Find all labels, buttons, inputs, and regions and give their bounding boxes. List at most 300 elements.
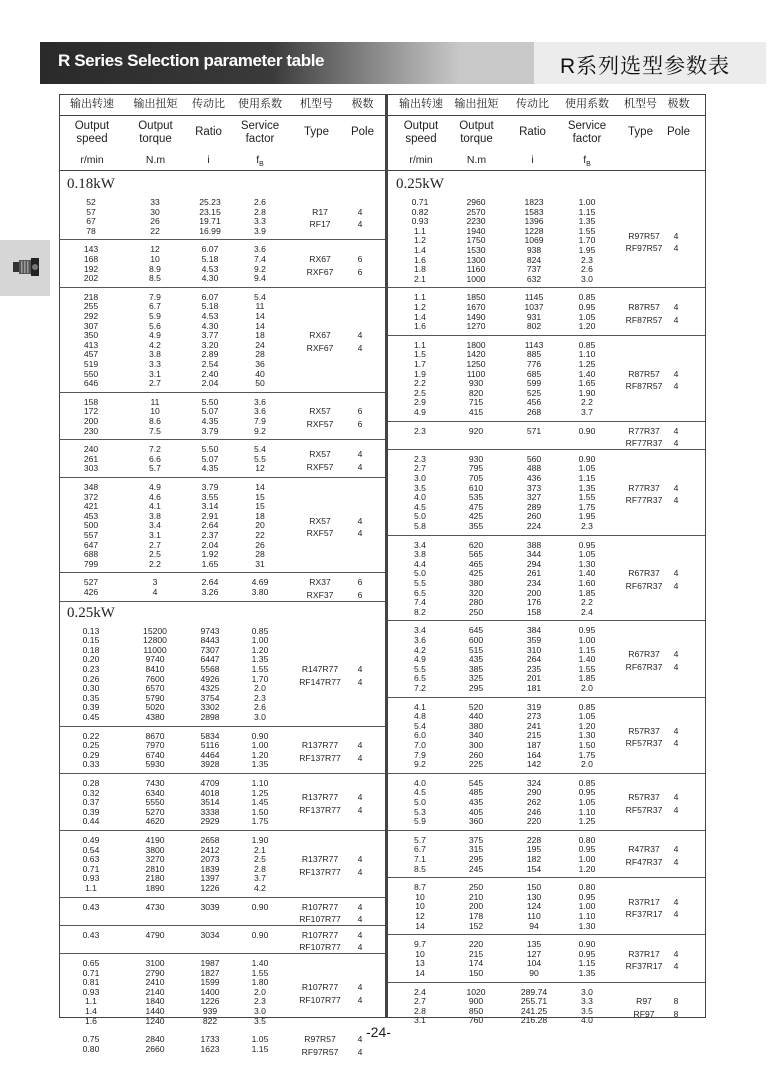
cell-sf: 1.70 [578, 235, 596, 246]
cell-ratio: 25.23 [199, 197, 221, 207]
cell-ratio: 3.55 [201, 491, 219, 502]
cell-speed: 3.0 [414, 473, 426, 483]
cell-sf: 1.75 [578, 749, 596, 760]
cell-type: RXF67 [306, 266, 334, 277]
cell-torque: 325 [468, 673, 484, 684]
cell-torque: 200 [468, 901, 484, 912]
cell-speed: 0.65 [82, 958, 100, 968]
cell-type: RX57 [309, 449, 331, 459]
cell-pole: 4 [357, 994, 363, 1005]
group-divider [388, 877, 705, 878]
cell-torque: 12 [150, 244, 160, 255]
cell-ratio: 3039 [200, 901, 220, 912]
cell-pole: 4 [357, 792, 363, 803]
cell-speed: 0.23 [82, 664, 100, 674]
cell-speed: 4.9 [414, 407, 426, 417]
cell-ratio: 1827 [200, 967, 220, 978]
cell-torque: 1800 [466, 339, 486, 350]
cell-type: R17 [312, 206, 328, 217]
cell-torque: 375 [468, 834, 484, 845]
cell-ratio: 776 [526, 359, 542, 369]
cell-sf: 5.5 [254, 453, 266, 464]
cell-speed: 688 [83, 549, 99, 560]
cell-speed: 500 [83, 520, 99, 531]
cell-pole: 6 [357, 419, 363, 429]
cell-torque: 7.5 [149, 425, 161, 436]
cell-speed: 3.4 [414, 539, 426, 550]
cell-speed: 4.5 [414, 501, 426, 512]
cell-speed: 13 [415, 958, 425, 969]
cell-torque: 5020 [145, 702, 165, 713]
cell-torque: 215 [468, 948, 484, 959]
cell-ratio: 4.53 [201, 311, 219, 321]
cell-ratio: 5834 [200, 730, 220, 741]
cell-speed: 6.5 [414, 587, 426, 598]
cell-torque: 10 [150, 254, 160, 264]
header-en: factor [245, 133, 275, 145]
cell-speed: 1.4 [414, 245, 426, 255]
cell-sf: 2.3 [254, 692, 266, 703]
cell-torque: 7.2 [149, 444, 161, 455]
cell-speed: 14 [415, 968, 425, 978]
cell-ratio: 310 [526, 644, 542, 655]
cell-ratio: 289.74 [520, 986, 548, 997]
cell-pole: 4 [357, 914, 363, 925]
cell-ratio: 632 [526, 273, 542, 284]
cell-ratio: 2.54 [201, 359, 219, 369]
header-cn: 使用系数 [238, 98, 282, 110]
cell-type: RF67R37 [625, 662, 663, 672]
cell-torque: 760 [468, 1015, 484, 1026]
cell-speed: 527 [83, 577, 99, 588]
cell-speed: 3.1 [414, 1015, 426, 1026]
header-unit: $f_B$ [583, 154, 591, 169]
cell-ratio: 384 [526, 625, 542, 636]
cell-speed: 3.5 [414, 482, 426, 493]
cell-ratio: 7307 [200, 644, 220, 655]
cell-speed: 646 [83, 378, 99, 389]
cell-torque: 8.5 [149, 273, 161, 284]
cell-torque: 4.1 [149, 501, 161, 512]
cell-ratio: 4.30 [201, 320, 219, 331]
cell-sf: 2.2 [581, 397, 593, 408]
header-en: torque [460, 133, 493, 145]
cell-pole: 4 [357, 515, 363, 526]
cell-ratio: 90 [529, 968, 539, 978]
cell-torque: 6.6 [149, 453, 161, 464]
cell-ratio: 130 [526, 891, 542, 902]
cell-torque: 1270 [466, 321, 486, 332]
cell-ratio: 187 [526, 740, 542, 750]
cell-type: R107R77 [301, 982, 339, 992]
cell-torque: 1240 [145, 1015, 165, 1026]
cell-ratio: 268 [526, 407, 542, 417]
cell-torque: 178 [468, 911, 484, 921]
cell-ratio: 4325 [200, 683, 220, 694]
cell-sf: 2.0 [254, 986, 266, 997]
cell-sf: 3.0 [581, 986, 593, 997]
header-divider [59, 170, 385, 171]
cell-torque: 425 [468, 568, 484, 579]
cell-sf: 2.8 [254, 863, 266, 874]
cell-torque: 6740 [145, 749, 165, 760]
cell-sf: 1.25 [578, 816, 596, 827]
cell-torque: 225 [468, 759, 484, 770]
cell-torque: 360 [468, 816, 484, 827]
cell-speed: 78 [86, 225, 96, 236]
cell-speed: 0.13 [82, 625, 100, 636]
cell-torque: 425 [468, 511, 484, 522]
cell-speed: 0.71 [411, 197, 429, 207]
cell-sf: 14 [255, 320, 265, 331]
cell-speed: 0.28 [82, 778, 100, 788]
group-divider [388, 421, 705, 422]
cell-torque: 3.8 [149, 349, 161, 360]
cell-ratio: 2.04 [201, 539, 219, 550]
cell-sf: 1.50 [251, 806, 269, 817]
cell-ratio: 5568 [200, 664, 220, 674]
cell-torque: 315 [468, 844, 484, 855]
banner-right-title: R系列选型参数表 [560, 55, 731, 78]
header-unit: N.m [145, 154, 166, 166]
section-title: 0.18kW [67, 176, 115, 192]
cell-speed: 0.35 [82, 692, 100, 703]
cell-sf: 2.6 [581, 264, 593, 275]
cell-torque: 2410 [145, 977, 165, 988]
cell-speed: 5.4 [414, 720, 426, 731]
cell-torque: 2230 [466, 216, 486, 227]
header-cn: 输出转速 [70, 98, 114, 110]
cell-type: R97 [636, 996, 652, 1007]
cell-speed: 9.7 [414, 939, 426, 950]
cell-torque: 340 [468, 730, 484, 741]
cell-speed: 172 [83, 406, 99, 417]
cell-torque: 9740 [145, 654, 165, 665]
cell-sf: 0.85 [578, 701, 596, 712]
cell-type: R57R37 [628, 725, 660, 736]
cell-ratio: 456 [526, 397, 542, 408]
cell-type: RF47R37 [625, 857, 663, 867]
cell-sf: 2.8 [254, 206, 266, 217]
cell-sf: 1.55 [251, 967, 269, 978]
cell-type: RF87R57 [625, 314, 663, 325]
cell-torque: 535 [468, 492, 484, 503]
cell-pole: 4 [673, 909, 679, 920]
cell-sf: 3.5 [581, 1005, 593, 1016]
cell-pole: 4 [357, 1046, 363, 1057]
cell-torque: 6340 [145, 787, 165, 798]
cell-speed: 0.49 [82, 835, 100, 845]
header-en: Pole [350, 126, 375, 138]
cell-pole: 4 [673, 662, 679, 672]
cell-pole: 4 [357, 740, 363, 751]
cell-ratio: 2898 [200, 712, 220, 722]
cell-sf: 3.6 [254, 244, 266, 255]
cell-torque: 475 [468, 501, 484, 512]
cell-ratio: 2.89 [201, 349, 219, 360]
cell-sf: 1.75 [578, 501, 596, 512]
cell-sf: 18 [255, 330, 265, 341]
cell-ratio: 2658 [200, 835, 220, 845]
cell-torque: 1000 [466, 273, 486, 284]
cell-sf: 4.69 [251, 577, 269, 588]
cell-type: RXF57 [306, 528, 334, 539]
cell-sf: 3.3 [254, 216, 266, 227]
cell-ratio: 599 [526, 378, 542, 389]
cell-torque: 12800 [143, 635, 167, 646]
cell-torque: 3270 [145, 854, 165, 865]
cell-pole: 4 [357, 676, 363, 687]
cell-ratio: 164 [526, 749, 542, 760]
cell-ratio: 4.35 [201, 463, 219, 474]
cell-sf: 1.25 [578, 359, 596, 369]
group-divider [388, 535, 705, 536]
cell-ratio: 1987 [200, 958, 220, 968]
cell-sf: 18 [255, 510, 265, 521]
cell-ratio: 5.50 [201, 396, 219, 407]
cell-pole: 4 [673, 302, 679, 312]
cell-speed: 192 [83, 263, 99, 274]
cell-sf: 1.00 [578, 854, 596, 864]
cell-sf: 1.20 [251, 644, 269, 655]
cell-ratio: 16.99 [199, 225, 221, 236]
cell-pole: 6 [357, 590, 363, 600]
cell-speed: 0.26 [82, 673, 100, 684]
cell-torque: 280 [468, 597, 484, 608]
cell-sf: 1.85 [578, 673, 596, 684]
cell-sf: 1.20 [578, 863, 596, 874]
group-divider [388, 335, 705, 336]
cell-speed: 10 [415, 901, 425, 912]
cell-sf: 1.50 [578, 740, 596, 750]
cell-pole: 4 [357, 901, 363, 912]
cell-sf: 0.80 [578, 882, 596, 893]
cell-torque: 715 [468, 397, 484, 408]
cell-torque: 260 [468, 749, 484, 760]
cell-torque: 920 [468, 425, 484, 436]
cell-pole: 4 [357, 528, 363, 539]
cell-sf: 4.2 [254, 883, 266, 893]
cell-sf: 0.80 [578, 834, 596, 845]
cell-ratio: 327 [526, 492, 542, 503]
cell-sf: 0.95 [578, 844, 596, 855]
cell-sf: 2.4 [581, 606, 593, 617]
cell-type: RF37R17 [625, 961, 663, 972]
group-divider [59, 953, 385, 954]
cell-torque: 465 [468, 558, 484, 569]
header-cn: 传动比 [192, 98, 225, 110]
cell-type: RF107R77 [299, 942, 341, 953]
cell-speed: 4.8 [414, 711, 426, 722]
cell-speed: 4.0 [414, 777, 426, 788]
cell-speed: 0.39 [82, 702, 100, 713]
banner-left-title: R Series Selection parameter table [58, 51, 325, 70]
cell-torque: 4 [152, 587, 158, 597]
cell-torque: 320 [468, 587, 484, 598]
group-divider [59, 439, 385, 440]
cell-torque: 415 [468, 407, 484, 417]
cell-speed: 0.15 [82, 635, 100, 646]
cell-ratio: 2929 [200, 816, 220, 827]
cell-sf: 3.0 [254, 712, 266, 722]
cell-pole: 4 [357, 461, 363, 472]
cell-ratio: 2073 [200, 854, 220, 865]
cell-type: R67R37 [628, 568, 660, 579]
cell-speed: 348 [83, 482, 99, 492]
cell-ratio: 5.18 [201, 301, 219, 312]
cell-ratio: 8443 [200, 635, 220, 646]
cell-torque: 5270 [145, 806, 165, 817]
cell-speed: 413 [83, 339, 99, 350]
cell-sf: 1.15 [251, 1043, 269, 1054]
cell-sf: 1.45 [251, 797, 269, 808]
cell-speed: 5.0 [414, 568, 426, 579]
cell-sf: 24 [255, 339, 265, 350]
cell-type: RF17 [309, 219, 331, 230]
column-divider [385, 94, 388, 1017]
cell-ratio: 560 [526, 453, 542, 464]
cell-type: RF137R77 [299, 805, 341, 815]
cell-type: RF67R37 [625, 581, 663, 591]
header-en: speed [76, 133, 108, 145]
cell-sf: 1.20 [251, 749, 269, 760]
cell-sf: 36 [255, 359, 265, 369]
cell-ratio: 5.07 [201, 406, 219, 417]
cell-speed: 1.6 [414, 254, 426, 265]
cell-speed: 372 [83, 491, 99, 502]
cell-speed: 6.7 [414, 844, 426, 855]
cell-torque: 6570 [145, 683, 165, 694]
cell-ratio: 261 [526, 568, 542, 579]
cell-ratio: 2.04 [201, 378, 219, 389]
cell-sf: 2.3 [581, 521, 593, 531]
cell-speed: 0.93 [411, 216, 429, 227]
cell-ratio: 228 [526, 834, 542, 845]
cell-sf: 7.4 [254, 254, 266, 264]
cell-ratio: 290 [526, 787, 542, 798]
cell-pole: 4 [673, 495, 679, 506]
cell-speed: 0.18 [82, 644, 100, 655]
cell-torque: 11 [150, 396, 160, 407]
cell-sf: 9.2 [254, 263, 266, 274]
cell-torque: 485 [468, 787, 484, 798]
cell-pole: 4 [357, 342, 363, 353]
cell-sf: 1.40 [578, 368, 596, 379]
cell-torque: 2960 [466, 197, 486, 207]
cell-ratio: 246 [526, 806, 542, 817]
cell-pole: 8 [673, 1008, 679, 1019]
cell-speed: 8.7 [414, 882, 426, 893]
cell-sf: 20 [255, 520, 265, 531]
cell-speed: 57 [86, 206, 96, 217]
cell-ratio: 571 [526, 425, 542, 436]
cell-torque: 7430 [145, 778, 165, 788]
cell-pole: 4 [673, 230, 679, 241]
cell-speed: 0.29 [82, 749, 100, 760]
cell-ratio: 3514 [200, 797, 220, 808]
header-unit: i [207, 154, 210, 166]
cell-speed: 1.9 [414, 368, 426, 379]
cell-sf: 3.7 [581, 407, 593, 417]
cell-speed: 0.39 [82, 806, 100, 817]
cell-sf: 1.40 [251, 958, 269, 968]
group-divider [59, 287, 385, 288]
cell-pole: 4 [673, 438, 679, 449]
cell-pole: 4 [357, 942, 363, 953]
cell-pole: 4 [673, 581, 679, 591]
cell-ratio: 373 [526, 482, 542, 493]
cell-torque: 1750 [466, 235, 486, 246]
header-en: Ratio [519, 126, 546, 138]
cell-speed: 2.3 [414, 425, 426, 436]
cell-speed: 0.81 [82, 977, 100, 988]
cell-ratio: 176 [526, 597, 542, 608]
cell-ratio: 4.30 [201, 273, 219, 284]
cell-sf: 2.0 [581, 683, 593, 693]
cell-ratio: 5.07 [201, 453, 219, 464]
cell-ratio: 885 [526, 349, 542, 360]
cell-sf: 12 [255, 463, 265, 474]
header-en: factor [572, 133, 602, 145]
cell-torque: 4730 [145, 901, 165, 912]
cell-torque: 3.3 [149, 359, 161, 369]
cell-speed: 1.1 [85, 996, 97, 1007]
cell-speed: 7.0 [414, 740, 426, 750]
cell-speed: 1.1 [85, 883, 97, 893]
cell-ratio: 255.71 [520, 996, 548, 1007]
cell-torque: 900 [468, 996, 484, 1007]
cell-ratio: 1228 [524, 225, 544, 236]
cell-speed: 0.37 [82, 797, 100, 808]
cell-torque: 1300 [466, 254, 486, 265]
cell-torque: 520 [468, 701, 484, 712]
cell-speed: 0.63 [82, 854, 100, 865]
cell-speed: 4.2 [414, 644, 426, 655]
cell-ratio: 324 [526, 777, 542, 788]
cell-sf: 1.10 [578, 911, 596, 921]
header-cn: 使用系数 [565, 98, 609, 110]
cell-ratio: 824 [526, 254, 542, 265]
cell-torque: 440 [468, 711, 484, 722]
cell-sf: 1.30 [578, 558, 596, 569]
cell-sf: 1.35 [578, 216, 596, 227]
cell-speed: 0.54 [82, 844, 100, 855]
cell-speed: 1.4 [85, 1006, 97, 1016]
cell-sf: 1.35 [578, 968, 596, 978]
cell-type: R97R57 [304, 1034, 336, 1045]
cell-sf: 2.0 [254, 683, 266, 694]
cell-type: RX57 [309, 515, 331, 526]
cell-ratio: 436 [526, 473, 542, 483]
cell-ratio: 2.64 [201, 577, 219, 588]
cell-ratio: 1839 [200, 863, 220, 874]
cell-ratio: 488 [526, 463, 542, 474]
header-en: Output [459, 120, 494, 132]
cell-ratio: 220 [526, 816, 542, 827]
cell-torque: 385 [468, 663, 484, 674]
cell-pole: 4 [673, 568, 679, 579]
cell-pole: 4 [357, 330, 363, 341]
cell-speed: 1.6 [85, 1015, 97, 1026]
cell-ratio: 2.40 [201, 368, 219, 379]
header-en: Service [240, 120, 280, 132]
cell-speed: 7.1 [414, 854, 426, 864]
cell-ratio: 3302 [200, 702, 220, 713]
cell-torque: 600 [468, 635, 484, 645]
gear-motor-icon [12, 256, 40, 278]
cell-speed: 5.0 [414, 797, 426, 807]
cell-torque: 2570 [466, 206, 486, 217]
